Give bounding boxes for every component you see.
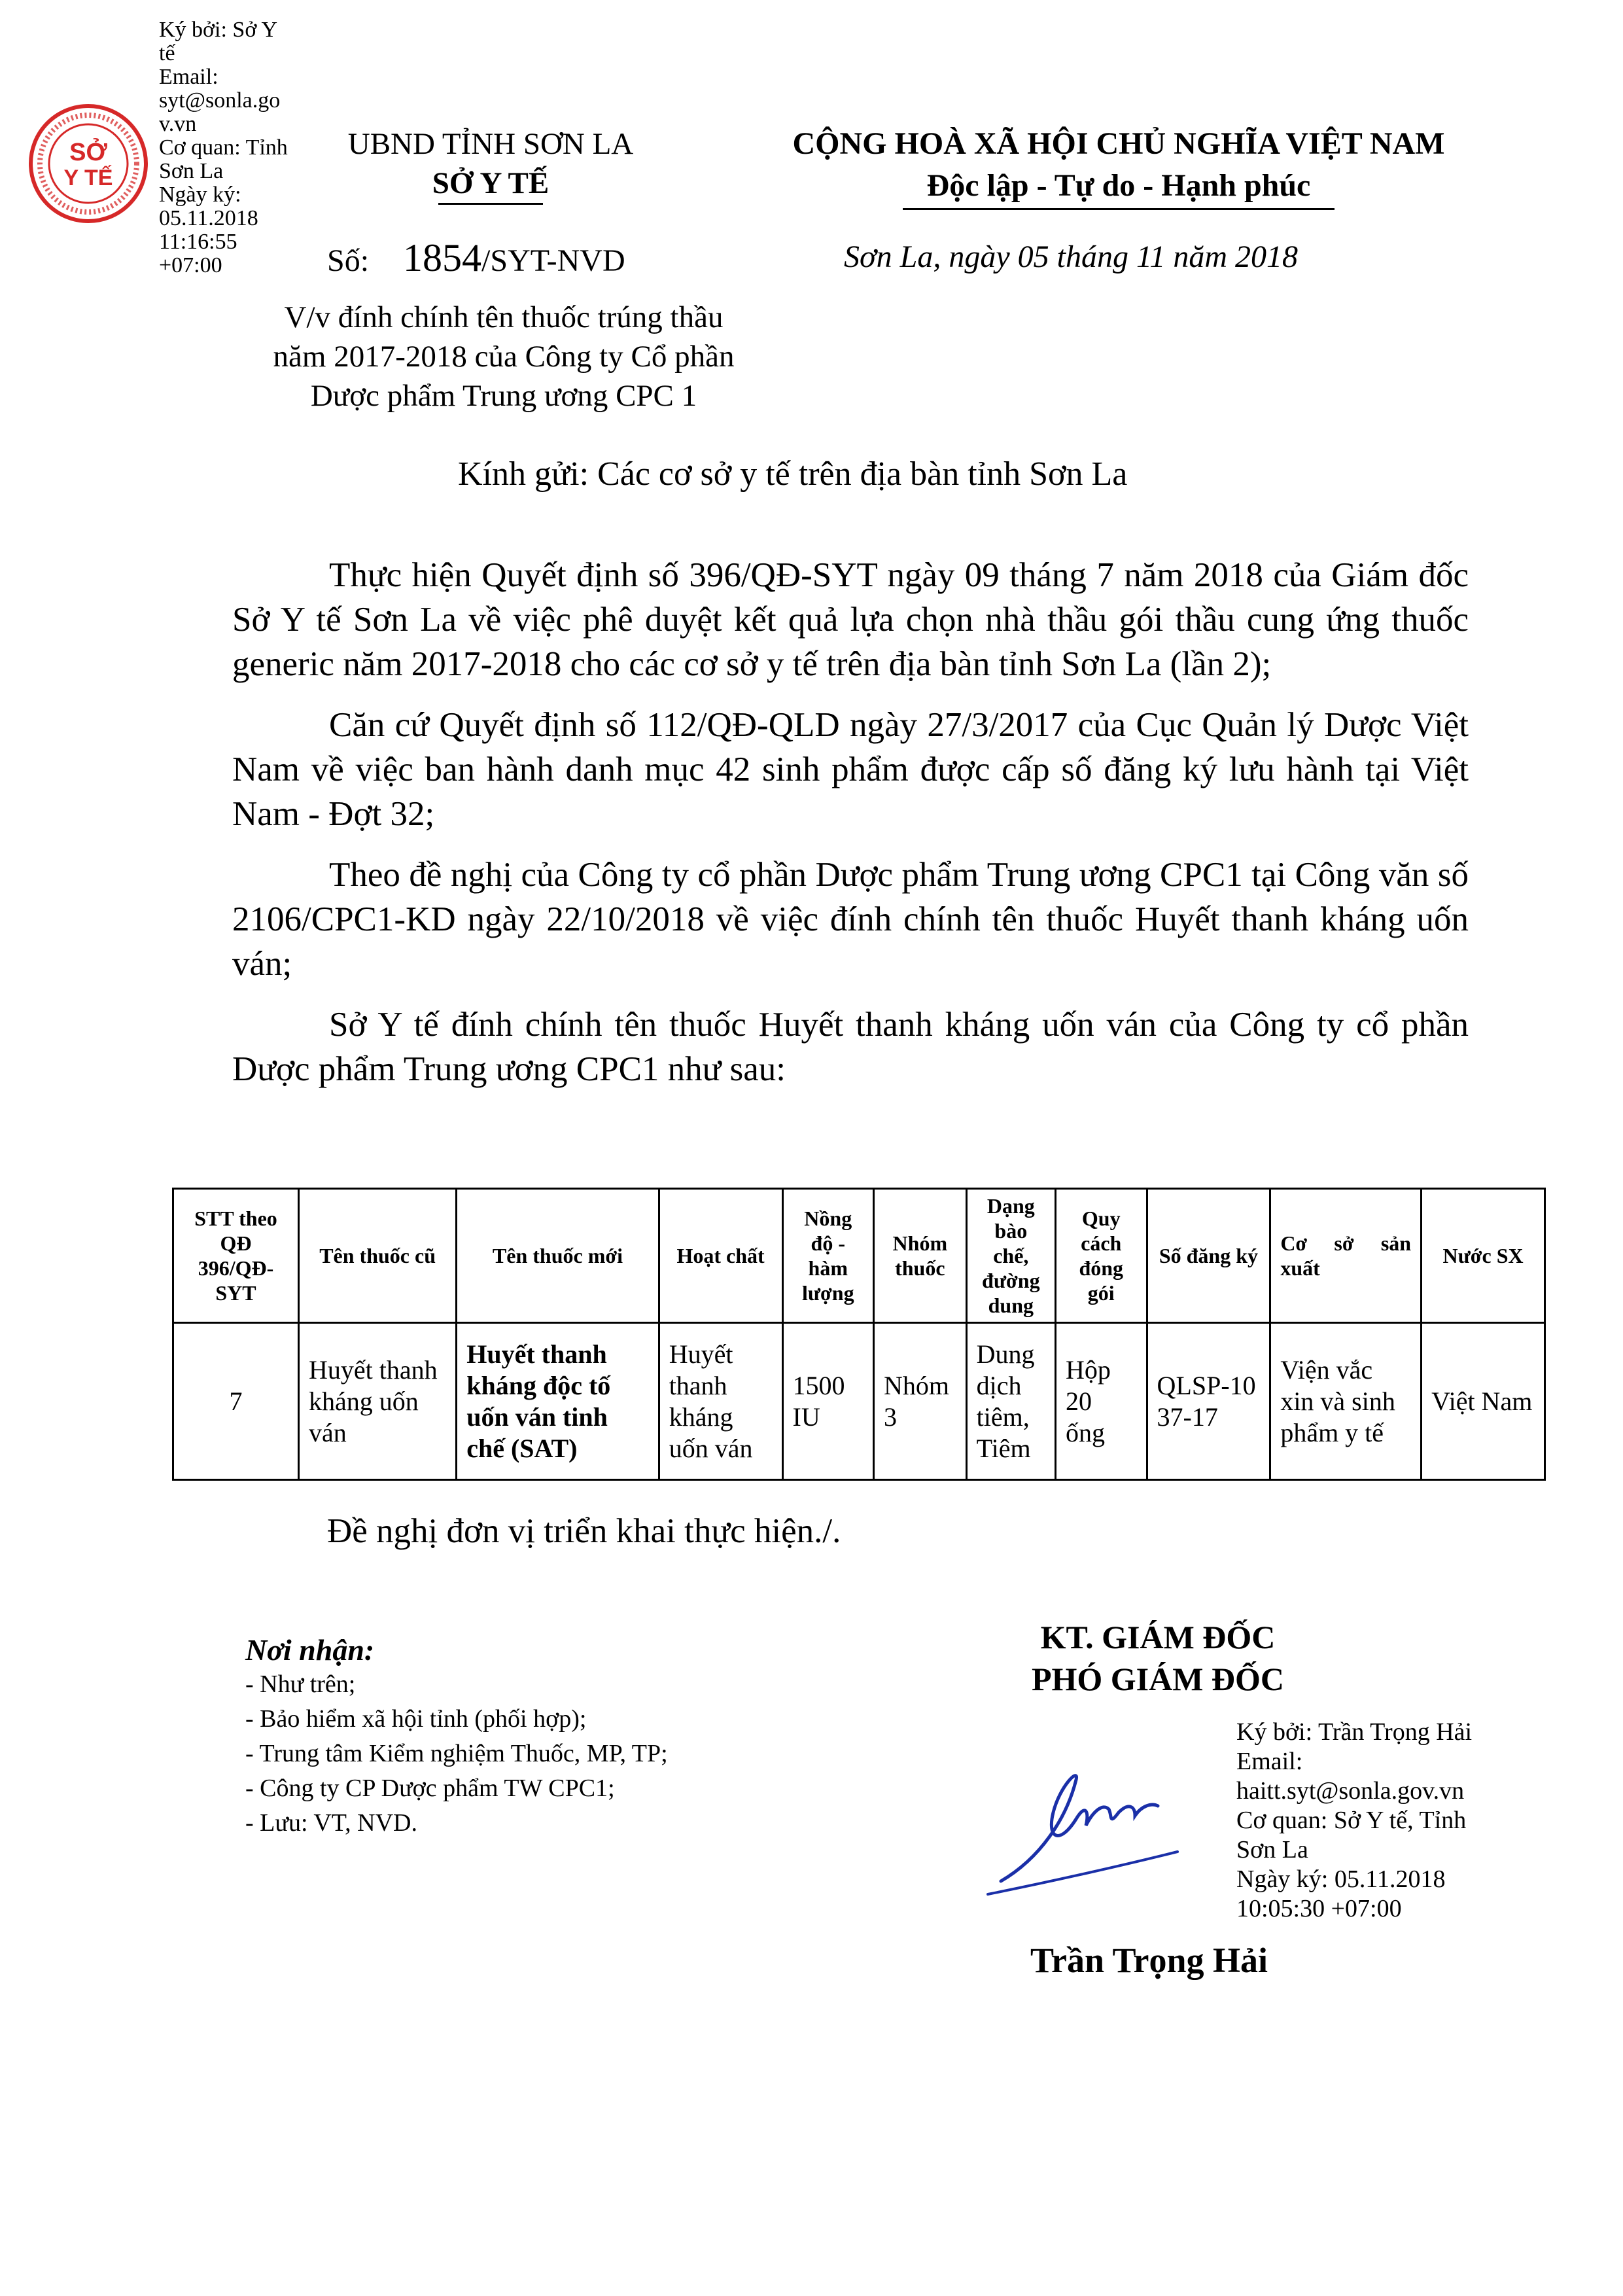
col-header-active-ingredient: Hoạt chất (659, 1189, 782, 1323)
issuing-agency-block (340, 124, 641, 205)
recipient-item: - Bảo hiểm xã hội tỉnh (phối hợp); (245, 1705, 587, 1733)
cell-registration: QLSP-1037-17 (1147, 1323, 1270, 1480)
official-seal (26, 101, 150, 226)
svg-text:Y TẾ: Y TẾ (63, 166, 113, 190)
document-body (232, 553, 1469, 1108)
cell-strength: 1500 IU (782, 1323, 874, 1480)
subject-line: Dược phẩm Trung ương CPC 1 (310, 379, 697, 413)
document-date: Sơn La, ngày 05 tháng 11 năm 2018 (844, 239, 1299, 274)
parent-agency: UBND TỈNH SƠN LA (347, 127, 634, 161)
recipient-item: - Như trên; (245, 1670, 356, 1698)
signature-title-line2: PHÓ GIÁM ĐỐC (1031, 1661, 1285, 1697)
col-header-old-name: Tên thuốc cũ (298, 1189, 456, 1323)
col-header-new-name: Tên thuốc mới (457, 1189, 659, 1323)
agency-underline (438, 203, 543, 205)
closing-request: Đề nghị đơn vị triển khai thực hiện./. (327, 1512, 841, 1550)
col-header-strength: Nồng độ - hàm lượng (782, 1189, 874, 1323)
motto-underline (903, 208, 1335, 210)
col-header-manufacturer: Cơ sở sản xuất (1270, 1189, 1422, 1323)
drug-correction-table (172, 1188, 1546, 1481)
national-motto: Độc lập - Tự do - Hạnh phúc (926, 168, 1311, 203)
country-name: CỘNG HOÀ XÃ HỘI CHỦ NGHĨA VIỆT NAM (792, 126, 1445, 161)
col-header-dosage-form: Dạng bào chế, đường dung (966, 1189, 1055, 1323)
col-header-stt: STT theo QĐ 396/QĐ-SYT (173, 1189, 299, 1323)
recipients-label: Nơi nhận: (245, 1633, 375, 1667)
document-number (327, 236, 625, 281)
doc-number-value: 1854 (403, 236, 482, 279)
subject-line: năm 2017-2018 của Công ty Cổ phần (273, 340, 735, 374)
recipient-line: Kính gửi: Các cơ sở y tế trên địa bàn tỉnh Sơn La (458, 455, 1128, 493)
signature-title-line1: KT. GIÁM ĐỐC (1040, 1619, 1276, 1655)
agency-name: SỞ Y TẾ (432, 166, 550, 200)
recipient-item: - Công ty CP Dược phẩm TW CPC1; (245, 1775, 615, 1802)
digital-signature-info-bottom: Ký bởi: Trần Trọng Hải Email: haitt.syt@sonla.gov.vn Cơ quan: Sở Y tế, Tỉnh Sơn La Ngày ký: 05.11.2018 10:05:30 +07:00 (1236, 1718, 1473, 1922)
digital-signature-info-top: Ký bởi: Sở Y tế Email: syt@sonla.go v.vn Cơ quan: Tỉnh Sơn La Ngày ký: 05.11.2018 11:16:55 +07:00 (159, 18, 288, 277)
signer-name: Trần Trọng Hải (1030, 1941, 1268, 1980)
cell-group: Nhóm 3 (874, 1323, 967, 1480)
col-header-registration: Số đăng ký (1147, 1189, 1270, 1323)
recipients-list (245, 1633, 668, 1841)
national-header (759, 123, 1478, 210)
recipient-item: - Lưu: VT, NVD. (245, 1809, 417, 1837)
body-paragraph: Căn cứ Quyết định số 112/QĐ-QLD ngày 27/3/2017 của Cục Quản lý Dược Việt Nam về việc ban hành danh mục 42 sinh phẩm được cấp số đăng ký lưu hành tại Việt Nam - Đợt 32; (232, 706, 1469, 833)
document-subject (216, 298, 792, 415)
doc-number-suffix: /SYT-NVD (481, 243, 625, 278)
doc-number-label: Số: (327, 243, 370, 278)
col-header-packaging: Quy cách đóng gói (1055, 1189, 1147, 1323)
cell-old-name: Huyết thanh kháng uốn ván (298, 1323, 456, 1480)
body-paragraph: Theo đề nghị của Công ty cổ phần Dược phẩm Trung ương CPC1 tại Công văn số 2106/CPC1-KD ngày 22/10/2018 về việc đính chính tên thuốc Huyết thanh kháng uốn ván; (232, 856, 1469, 983)
cell-new-name: Huyết thanh kháng độc tố uốn ván tinh chế (SAT) (457, 1323, 659, 1480)
signature-title (1014, 1616, 1302, 1700)
col-header-country: Nước SX (1422, 1189, 1545, 1323)
cell-manufacturer: Viện vắc xin và sinh phẩm y tế (1270, 1323, 1422, 1480)
cell-packaging: Hộp 20 ống (1055, 1323, 1147, 1480)
body-paragraph: Sở Y tế đính chính tên thuốc Huyết thanh kháng uốn ván của Công ty cổ phần Dược phẩm Trung ương CPC1 như sau: (232, 1006, 1469, 1088)
subject-line: V/v đính chính tên thuốc trúng thầu (284, 300, 724, 334)
cell-stt: 7 (173, 1323, 299, 1480)
cell-country: Việt Nam (1422, 1323, 1545, 1480)
cell-active-ingredient: Huyết thanh kháng uốn ván (659, 1323, 782, 1480)
table-header-row (173, 1189, 1545, 1323)
recipient-item: - Trung tâm Kiểm nghiệm Thuốc, MP, TP; (245, 1740, 668, 1767)
cell-dosage-form: Dung dịch tiêm, Tiêm (966, 1323, 1055, 1480)
svg-text:SỞ: SỞ (69, 139, 107, 166)
body-paragraph: Thực hiện Quyết định số 396/QĐ-SYT ngày 09 tháng 7 năm 2018 của Giám đốc Sở Y tế Sơn La về việc phê duyệt kết quả lựa chọn nhà thầu gói thầu cung ứng thuốc generic năm 2017-2018 cho các cơ sở y tế trên địa bàn tỉnh Sơn La (lần 2); (232, 556, 1469, 683)
col-header-group: Nhóm thuốc (874, 1189, 967, 1323)
table-row (173, 1323, 1545, 1480)
handwritten-signature (962, 1740, 1236, 1904)
